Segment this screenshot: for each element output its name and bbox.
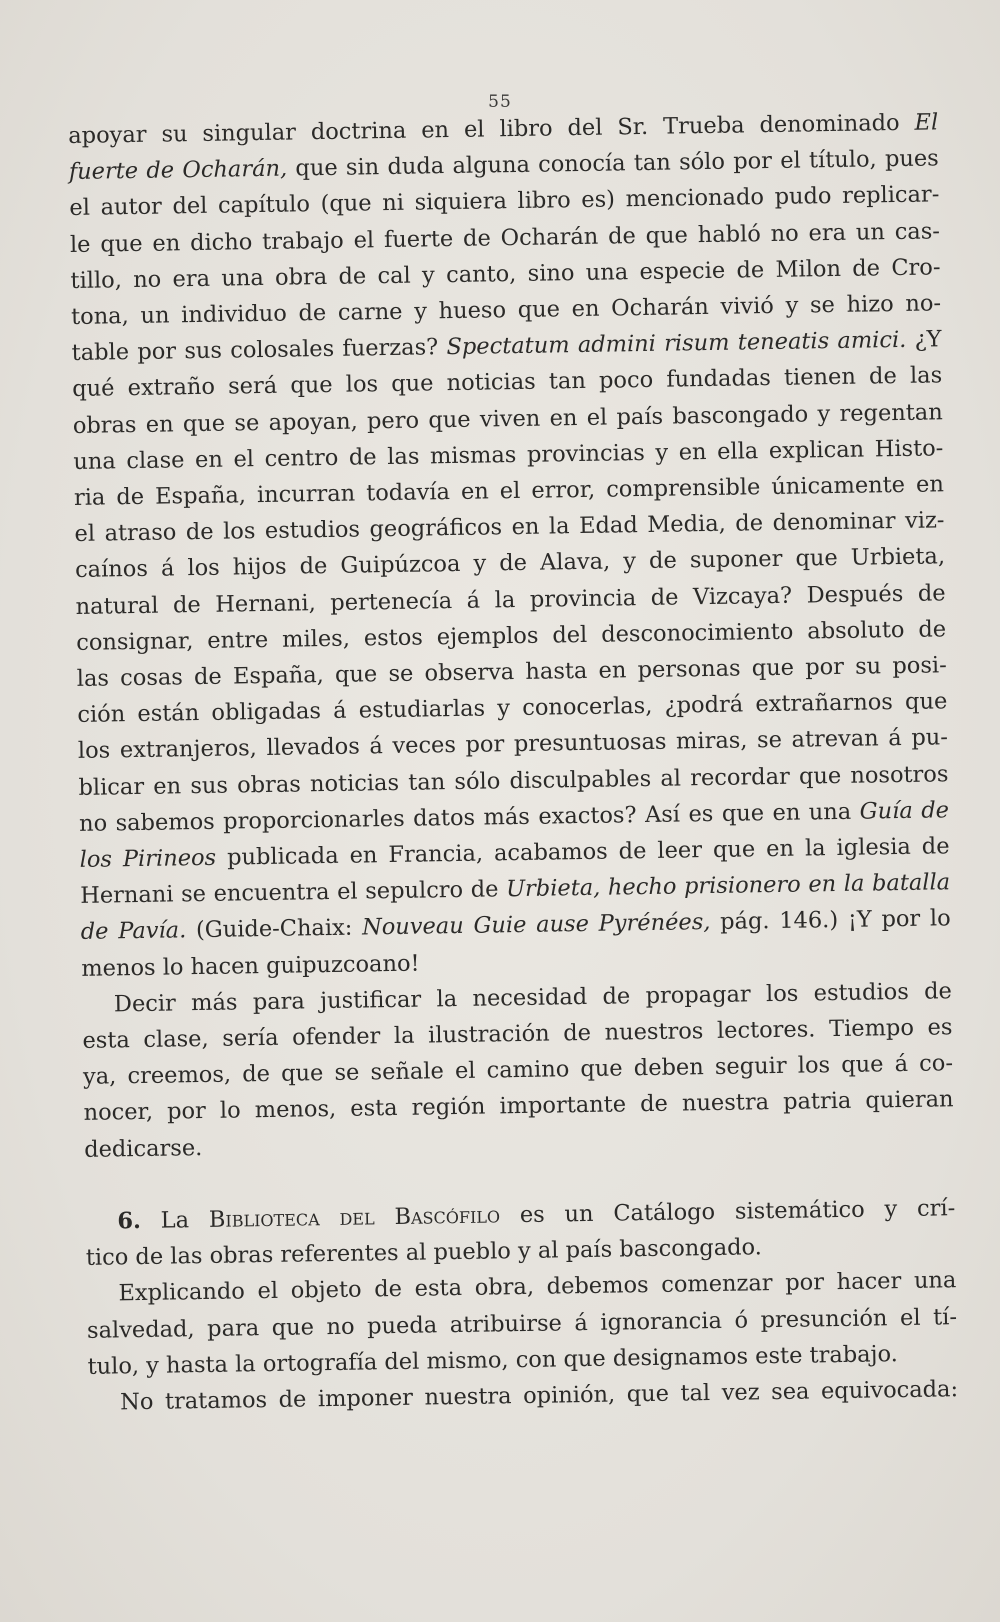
text-run: el atraso de los estudios geográficos en la Edad Media, de denominar viz- (74, 507, 945, 548)
text-run: el autor del capítulo (que ni siquiera libro es) mencionado pudo replicar- (69, 181, 940, 222)
text-run: qué extraño será que los que noticias tan poco fundadas tienen de las (72, 362, 943, 403)
page-number: 55 (488, 92, 512, 112)
text-run: nocer, por lo menos, esta región importante de nuestra patria quieran (83, 1086, 954, 1127)
section-number: 6. (117, 1207, 142, 1235)
text-run: obras en que se apoyan, pero que viven en el país bascongado y regentan (72, 398, 943, 439)
text-run: (Guide-Chaix: (186, 914, 363, 944)
small-caps-title: Biblioteca del Bascófilo (208, 1202, 501, 1233)
text-run: consignar, entre miles, estos ejemplos del desconocimiento absoluto de (76, 616, 947, 656)
text-run: No tratamos de imponer nuestra opinión, que tal vez sea equivocada: (119, 1376, 959, 1416)
text-run: La (140, 1206, 210, 1234)
text-run: una clase en el centro de las mismas provincias y en ella explican Histo- (73, 435, 944, 475)
text-run: ria de España, incurran todavía en el error, comprensible únicamente en (73, 471, 945, 511)
text-run: Explicando el objeto de esta obra, debemos comenzar por hacer una (118, 1267, 957, 1307)
text-run: le que en dicho trabajo el fuerte de Ocharán de que habló no era un cas- (69, 217, 941, 258)
text-run: pág. 146.) ¡Y por lo (710, 905, 951, 936)
text-run: blicar en sus obras noticias tan sólo disculpables al recordar que nosotros (78, 760, 949, 801)
text-run: natural de Hernani, pertenecía á la provincia de Vizcaya? Después de (75, 579, 946, 620)
body-text (68, 104, 958, 1421)
text-run: Decir más para justificar la necesidad de propagar los estudios de (113, 978, 953, 1018)
italic-text: de Pavía. (80, 917, 187, 946)
text-run: table por sus colosales fuerzas? (71, 334, 447, 367)
text-run: tillo, no era una obra de cal y canto, sino una especie de Milon de Cro- (70, 254, 941, 294)
italic-text: Urbieta, hecho prisionero en la batalla (505, 869, 951, 903)
text-run: las cosas de España, que se observa hasta en personas que por su posi- (76, 652, 947, 692)
text-run: menos lo hacen guipuzcoano! (81, 950, 420, 982)
text-run: no sabemos proporcionarles datos más exactos? Así es que en una (78, 798, 860, 837)
text-run: tulo, y hasta la ortografía del mismo, con que designamos este trabajo. (87, 1340, 899, 1380)
italic-text: El (914, 109, 939, 136)
text-run: esta clase, sería ofender la ilustración de nuestros lectores. Tiempo es (82, 1014, 953, 1054)
text-run: los extranjeros, llevados á veces por presuntuosas miras, se atrevan á pu- (77, 724, 949, 765)
text-run: tona, un individuo de carne y hueso que en Ocharán vivió y se hizo no- (70, 290, 942, 330)
text-run: que sin duda alguna conocía tan sólo por el título, pues (286, 145, 939, 182)
text-run: dedicarse. (84, 1134, 203, 1163)
text-run: ción están obligadas á estudiarlas y conocerlas, ¿podrá extrañarnos que (77, 688, 948, 729)
italic-text: los Pirineos (79, 844, 217, 873)
italic-text: Guía de (859, 797, 950, 825)
text-run: publicada en Francia, acabamos de leer que en la iglesia de (215, 833, 950, 871)
text-run: es un Catálogo sistemático y crí- (499, 1195, 956, 1229)
text-run: ya, creemos, de que se señale el camino que deben seguir los que á co- (82, 1050, 954, 1091)
text-run: tico de las obras referentes al pueblo y al país bascongado. (85, 1234, 763, 1271)
text-run: caínos á los hijos de Guipúzcoa y de Alava, y de suponer que Urbieta, (74, 543, 946, 584)
text-run: salvedad, para que no pueda atribuirse á ignorancia ó presunción el tí- (86, 1303, 958, 1344)
text-run: ¿Y (906, 326, 942, 354)
text-run: apoyar su singular doctrina en el libro del Sr. Trueba denominado (68, 109, 915, 149)
italic-text: fuerte de Ocharán, (68, 155, 288, 186)
italic-text: Spectatum admini risum teneatis amici. (446, 327, 907, 361)
text-run: Hernani se encuentra el sepulcro de (80, 876, 507, 910)
italic-text: Nouveau Guie ause Pyrénées, (361, 909, 711, 941)
